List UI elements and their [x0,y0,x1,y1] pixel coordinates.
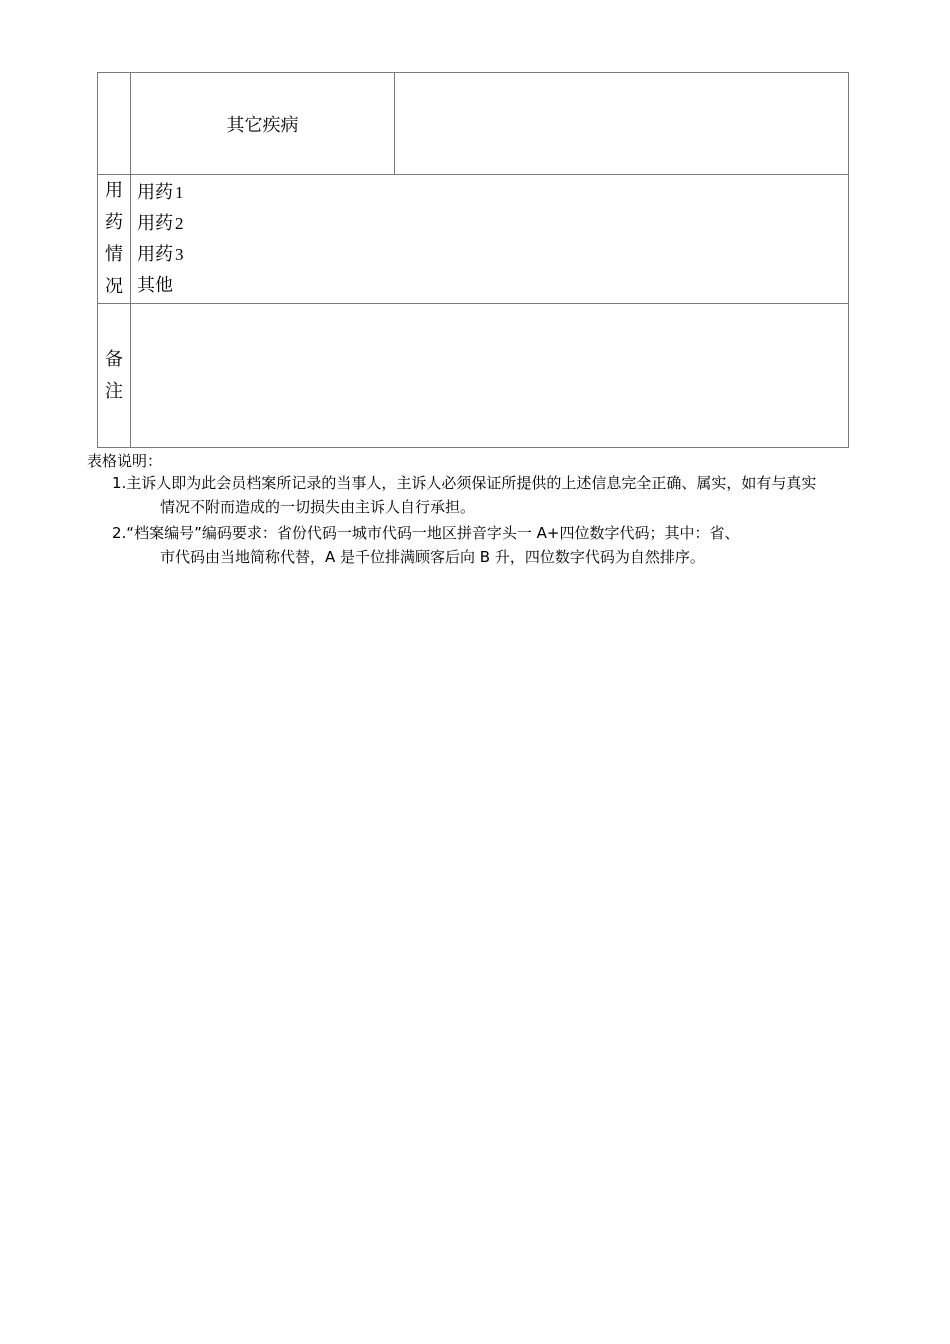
medication-item [137,270,848,301]
medication-row [98,175,849,304]
label-char: 情 [105,244,123,265]
instruction-item-1-line-1: 1.主诉人即为此会员档案所记录的当事人，主诉人必须保证所提供的上述信息完全正确、属实，如有与真实 [112,474,817,492]
other-disease-label: 其它疾病 [131,73,395,175]
row-label-empty-cell [98,73,131,175]
medication-item-label: 用药 [137,213,173,234]
instruction-item-2-line-1: 2.“档案编号”编码要求：省份代码一城市代码一地区拼音字头一 A+四位数字代码；其中：省、 [112,524,740,542]
label-char: 用 [105,180,123,201]
instruction-item-2-line-2: 市代码由当地简称代替，A 是千位排满顾客后向 B 升，四位数字代码为自然排序。 [160,548,705,566]
medication-item-number: 2 [175,214,184,233]
medication-item [137,239,848,270]
medication-item-label: 用药 [137,182,173,203]
medication-item-number: 1 [175,183,184,202]
label-char: 注 [105,380,123,402]
medication-item-label: 用药 [137,244,173,265]
medication-item [137,177,848,208]
label-char: 药 [105,212,123,233]
instruction-item-1-line-2: 情况不附而造成的一切损失由主诉人自行承担。 [160,498,476,516]
remarks-value-cell[interactable] [131,304,849,448]
medication-section-label [98,175,131,304]
other-disease-row [98,73,849,175]
medication-item-label: 其他 [137,275,173,296]
member-record-form [97,72,849,448]
medication-item-number: 3 [175,245,184,264]
label-char: 备 [105,348,123,370]
label-char: 况 [105,276,123,297]
other-disease-value-cell[interactable] [395,73,849,175]
remarks-row [98,304,849,448]
instructions-title: 表格说明： [87,452,163,470]
medication-item [137,208,848,239]
remarks-section-label [98,304,131,448]
medication-list-cell[interactable] [131,175,849,304]
